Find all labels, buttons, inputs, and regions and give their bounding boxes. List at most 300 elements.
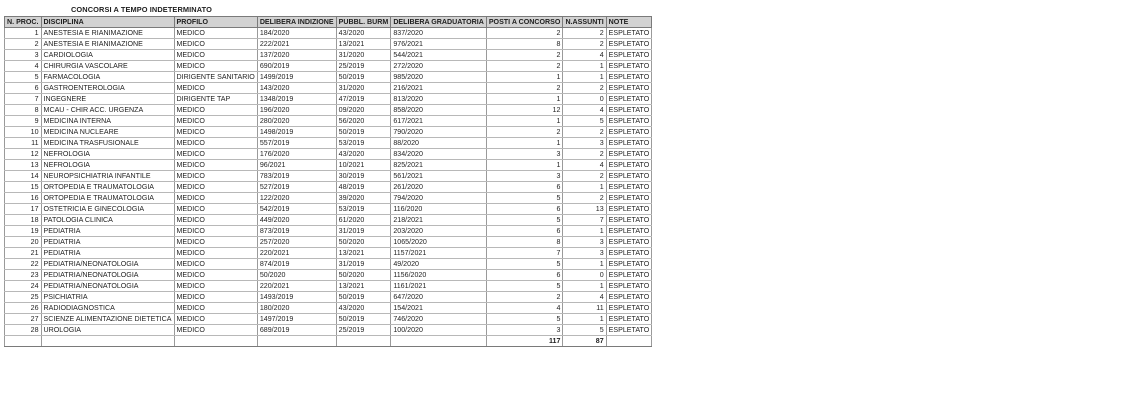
table-row [5,94,652,105]
delibera-indizione-cell[interactable]: 1497/2019 [257,314,336,325]
assunti-cell[interactable]: 4 [563,160,606,171]
delibera-indizione-cell[interactable]: 449/2020 [257,215,336,226]
header-row [5,17,652,28]
profilo-cell[interactable]: MEDICO [174,105,257,116]
delibera-graduatoria-cell[interactable]: 790/2020 [391,127,487,138]
header-profilo[interactable]: PROFILO [174,17,257,28]
delibera-indizione-cell[interactable]: 184/2020 [257,28,336,39]
profilo-cell[interactable]: MEDICO [174,28,257,39]
profilo-cell[interactable]: MEDICO [174,292,257,303]
table-row [5,259,652,270]
delibera-graduatoria-cell[interactable]: 813/2020 [391,94,487,105]
profilo-cell[interactable]: MEDICO [174,259,257,270]
pubbl-burm-cell[interactable]: 53/2019 [336,138,391,149]
delibera-indizione-cell[interactable]: 220/2021 [257,248,336,259]
profilo-cell[interactable]: MEDICO [174,39,257,50]
note-cell[interactable]: ESPLETATO [606,105,652,116]
disciplina-cell[interactable]: PSICHIATRIA [41,292,174,303]
pubbl-burm-cell[interactable]: 31/2020 [336,83,391,94]
pubbl-burm-cell[interactable]: 39/2020 [336,193,391,204]
n-proc-cell[interactable]: 10 [5,127,42,138]
disciplina-cell[interactable]: PEDIATRIA/NEONATOLOGIA [41,270,174,281]
delibera-graduatoria-cell[interactable]: 561/2021 [391,171,487,182]
n-proc-cell[interactable]: 21 [5,248,42,259]
note-cell[interactable]: ESPLETATO [606,127,652,138]
posti-cell[interactable]: 1 [486,160,563,171]
delibera-indizione-cell[interactable]: 783/2019 [257,171,336,182]
disciplina-cell[interactable]: NEFROLOGIA [41,149,174,160]
header-n-assunti[interactable]: N.ASSUNTI [563,17,606,28]
disciplina-cell[interactable]: MEDICINA NUCLEARE [41,127,174,138]
assunti-cell[interactable]: 2 [563,39,606,50]
delibera-indizione-cell[interactable]: 220/2021 [257,281,336,292]
totals-empty-cell[interactable] [606,336,652,347]
profilo-cell[interactable]: MEDICO [174,138,257,149]
delibera-graduatoria-cell[interactable]: 116/2020 [391,204,487,215]
note-cell[interactable]: ESPLETATO [606,248,652,259]
delibera-graduatoria-cell[interactable]: 647/2020 [391,292,487,303]
totals-empty-cell[interactable] [5,336,42,347]
delibera-indizione-cell[interactable]: 1499/2019 [257,72,336,83]
note-cell[interactable]: ESPLETATO [606,50,652,61]
delibera-indizione-cell[interactable]: 1498/2019 [257,127,336,138]
disciplina-cell[interactable]: SCIENZE ALIMENTAZIONE DIETETICA [41,314,174,325]
note-cell[interactable]: ESPLETATO [606,259,652,270]
disciplina-cell[interactable]: PEDIATRIA [41,248,174,259]
note-cell[interactable]: ESPLETATO [606,270,652,281]
n-proc-cell[interactable]: 1 [5,28,42,39]
totals-empty-cell[interactable] [336,336,391,347]
table-row [5,138,652,149]
assunti-cell[interactable]: 2 [563,193,606,204]
profilo-cell[interactable]: MEDICO [174,149,257,160]
n-proc-cell[interactable]: 26 [5,303,42,314]
disciplina-cell[interactable]: MEDICINA TRASFUSIONALE [41,138,174,149]
posti-cell[interactable]: 1 [486,94,563,105]
sheet-title: CONCORSI A TEMPO INDETERMINATO [71,5,212,14]
assunti-cell[interactable]: 2 [563,83,606,94]
pubbl-burm-cell[interactable]: 31/2020 [336,50,391,61]
table-row [5,248,652,259]
profilo-cell[interactable]: MEDICO [174,204,257,215]
header-delibera-graduatoria[interactable]: DELIBERA GRADUATORIA [391,17,487,28]
profilo-cell[interactable]: MEDICO [174,325,257,336]
profilo-cell[interactable]: MEDICO [174,281,257,292]
disciplina-cell[interactable]: ANESTESIA E RIANIMAZIONE [41,39,174,50]
header-posti-a-concorso[interactable]: POSTI A CONCORSO [486,17,563,28]
posti-cell[interactable]: 2 [486,83,563,94]
table-row [5,61,652,72]
profilo-cell[interactable]: MEDICO [174,61,257,72]
profilo-cell[interactable]: MEDICO [174,83,257,94]
concorsi-table [4,16,652,347]
table-row [5,149,652,160]
assunti-cell[interactable]: 2 [563,28,606,39]
disciplina-cell[interactable]: RADIODIAGNOSTICA [41,303,174,314]
delibera-indizione-cell[interactable]: 873/2019 [257,226,336,237]
posti-cell[interactable]: 2 [486,50,563,61]
posti-cell[interactable]: 8 [486,39,563,50]
assunti-cell[interactable]: 2 [563,171,606,182]
note-cell[interactable]: ESPLETATO [606,72,652,83]
delibera-graduatoria-cell[interactable]: 1065/2020 [391,237,487,248]
table-row [5,72,652,83]
delibera-indizione-cell[interactable]: 874/2019 [257,259,336,270]
posti-cell[interactable]: 5 [486,259,563,270]
delibera-indizione-cell[interactable]: 689/2019 [257,325,336,336]
totals-empty-cell[interactable] [41,336,174,347]
note-cell[interactable]: ESPLETATO [606,325,652,336]
disciplina-cell[interactable]: NEUROPSICHIATRIA INFANTILE [41,171,174,182]
note-cell[interactable]: ESPLETATO [606,303,652,314]
n-proc-cell[interactable]: 5 [5,72,42,83]
delibera-indizione-cell[interactable]: 257/2020 [257,237,336,248]
assunti-cell[interactable]: 7 [563,215,606,226]
total-assunti-cell[interactable]: 87 [563,336,606,347]
pubbl-burm-cell[interactable]: 50/2019 [336,72,391,83]
delibera-indizione-cell[interactable]: 122/2020 [257,193,336,204]
delibera-indizione-cell[interactable]: 222/2021 [257,39,336,50]
n-proc-cell[interactable]: 3 [5,50,42,61]
disciplina-cell[interactable]: NEFROLOGIA [41,160,174,171]
assunti-cell[interactable]: 3 [563,248,606,259]
note-cell[interactable]: ESPLETATO [606,215,652,226]
profilo-cell[interactable]: MEDICO [174,226,257,237]
posti-cell[interactable]: 5 [486,314,563,325]
table-row [5,292,652,303]
table-row [5,105,652,116]
table-row [5,314,652,325]
note-cell[interactable]: ESPLETATO [606,193,652,204]
n-proc-cell[interactable]: 4 [5,61,42,72]
pubbl-burm-cell[interactable]: 25/2019 [336,325,391,336]
totals-empty-cell[interactable] [257,336,336,347]
delibera-indizione-cell[interactable]: 143/2020 [257,83,336,94]
disciplina-cell[interactable]: ORTOPEDIA E TRAUMATOLOGIA [41,182,174,193]
note-cell[interactable]: ESPLETATO [606,116,652,127]
pubbl-burm-cell[interactable]: 47/2019 [336,94,391,105]
delibera-graduatoria-cell[interactable]: 617/2021 [391,116,487,127]
assunti-cell[interactable]: 4 [563,292,606,303]
disciplina-cell[interactable]: CHIRURGIA VASCOLARE [41,61,174,72]
disciplina-cell[interactable]: PEDIATRIA [41,237,174,248]
disciplina-cell[interactable]: OSTETRICIA E GINECOLOGIA [41,204,174,215]
assunti-cell[interactable]: 0 [563,94,606,105]
delibera-graduatoria-cell[interactable]: 1156/2020 [391,270,487,281]
posti-cell[interactable]: 1 [486,72,563,83]
disciplina-cell[interactable]: INGEGNERE [41,94,174,105]
pubbl-burm-cell[interactable]: 43/2020 [336,303,391,314]
n-proc-cell[interactable]: 12 [5,149,42,160]
n-proc-cell[interactable]: 18 [5,215,42,226]
pubbl-burm-cell[interactable]: 50/2019 [336,314,391,325]
note-cell[interactable]: ESPLETATO [606,292,652,303]
note-cell[interactable]: ESPLETATO [606,314,652,325]
assunti-cell[interactable]: 13 [563,204,606,215]
assunti-cell[interactable]: 1 [563,72,606,83]
pubbl-burm-cell[interactable]: 13/2021 [336,281,391,292]
pubbl-burm-cell[interactable]: 31/2019 [336,226,391,237]
delibera-indizione-cell[interactable]: 180/2020 [257,303,336,314]
pubbl-burm-cell[interactable]: 50/2020 [336,270,391,281]
delibera-graduatoria-cell[interactable]: 858/2020 [391,105,487,116]
assunti-cell[interactable]: 5 [563,116,606,127]
disciplina-cell[interactable]: PEDIATRIA [41,226,174,237]
pubbl-burm-cell[interactable]: 25/2019 [336,61,391,72]
disciplina-cell[interactable]: UROLOGIA [41,325,174,336]
assunti-cell[interactable]: 1 [563,226,606,237]
table-row [5,160,652,171]
posti-cell[interactable]: 3 [486,325,563,336]
delibera-indizione-cell[interactable]: 527/2019 [257,182,336,193]
pubbl-burm-cell[interactable]: 50/2019 [336,292,391,303]
posti-cell[interactable]: 6 [486,226,563,237]
posti-cell[interactable]: 2 [486,61,563,72]
note-cell[interactable]: ESPLETATO [606,237,652,248]
pubbl-burm-cell[interactable]: 50/2019 [336,127,391,138]
n-proc-cell[interactable]: 19 [5,226,42,237]
table-row [5,83,652,94]
n-proc-cell[interactable]: 7 [5,94,42,105]
note-cell[interactable]: ESPLETATO [606,171,652,182]
table-row [5,50,652,61]
delibera-graduatoria-cell[interactable]: 203/2020 [391,226,487,237]
header-note[interactable]: NOTE [606,17,652,28]
delibera-graduatoria-cell[interactable]: 837/2020 [391,28,487,39]
note-cell[interactable]: ESPLETATO [606,138,652,149]
assunti-cell[interactable]: 1 [563,61,606,72]
posti-cell[interactable]: 3 [486,149,563,160]
delibera-graduatoria-cell[interactable]: 218/2021 [391,215,487,226]
note-cell[interactable]: ESPLETATO [606,226,652,237]
posti-cell[interactable]: 6 [486,182,563,193]
n-proc-cell[interactable]: 25 [5,292,42,303]
n-proc-cell[interactable]: 9 [5,116,42,127]
table-row [5,39,652,50]
disciplina-cell[interactable]: FARMACOLOGIA [41,72,174,83]
delibera-graduatoria-cell[interactable]: 746/2020 [391,314,487,325]
table-row [5,193,652,204]
table-row [5,171,652,182]
profilo-cell[interactable]: MEDICO [174,160,257,171]
table-row [5,281,652,292]
profilo-cell[interactable]: DIRIGENTE SANITARIO [174,72,257,83]
table-row [5,226,652,237]
pubbl-burm-cell[interactable]: 10/2021 [336,160,391,171]
assunti-cell[interactable]: 11 [563,303,606,314]
profilo-cell[interactable]: MEDICO [174,193,257,204]
delibera-indizione-cell[interactable]: 542/2019 [257,204,336,215]
disciplina-cell[interactable]: CARDIOLOGIA [41,50,174,61]
header-delibera-indizione[interactable]: DELIBERA INDIZIONE [257,17,336,28]
delibera-graduatoria-cell[interactable]: 976/2021 [391,39,487,50]
posti-cell[interactable]: 3 [486,171,563,182]
posti-cell[interactable]: 6 [486,204,563,215]
assunti-cell[interactable]: 4 [563,50,606,61]
n-proc-cell[interactable]: 2 [5,39,42,50]
assunti-cell[interactable]: 3 [563,237,606,248]
note-cell[interactable]: ESPLETATO [606,160,652,171]
table-row [5,127,652,138]
pubbl-burm-cell[interactable]: 53/2019 [336,204,391,215]
delibera-indizione-cell[interactable]: 96/2021 [257,160,336,171]
delibera-graduatoria-cell[interactable]: 1157/2021 [391,248,487,259]
posti-cell[interactable]: 1 [486,138,563,149]
profilo-cell[interactable]: MEDICO [174,237,257,248]
profilo-cell[interactable]: MEDICO [174,116,257,127]
delibera-indizione-cell[interactable]: 1493/2019 [257,292,336,303]
posti-cell[interactable]: 8 [486,237,563,248]
n-proc-cell[interactable]: 20 [5,237,42,248]
delibera-graduatoria-cell[interactable]: 88/2020 [391,138,487,149]
table-row [5,325,652,336]
n-proc-cell[interactable]: 13 [5,160,42,171]
pubbl-burm-cell[interactable]: 43/2020 [336,28,391,39]
profilo-cell[interactable]: MEDICO [174,303,257,314]
assunti-cell[interactable]: 4 [563,105,606,116]
posti-cell[interactable]: 2 [486,127,563,138]
disciplina-cell[interactable]: ORTOPEDIA E TRAUMATOLOGIA [41,193,174,204]
delibera-graduatoria-cell[interactable]: 49/2020 [391,259,487,270]
delibera-indizione-cell[interactable]: 557/2019 [257,138,336,149]
posti-cell[interactable]: 5 [486,215,563,226]
delibera-graduatoria-cell[interactable]: 1161/2021 [391,281,487,292]
assunti-cell[interactable]: 0 [563,270,606,281]
profilo-cell[interactable]: MEDICO [174,270,257,281]
n-proc-cell[interactable]: 8 [5,105,42,116]
profilo-cell[interactable]: MEDICO [174,171,257,182]
profilo-cell[interactable]: MEDICO [174,248,257,259]
note-cell[interactable]: ESPLETATO [606,83,652,94]
note-cell[interactable]: ESPLETATO [606,28,652,39]
posti-cell[interactable]: 4 [486,303,563,314]
disciplina-cell[interactable]: ANESTESIA E RIANIMAZIONE [41,28,174,39]
pubbl-burm-cell[interactable]: 09/2020 [336,105,391,116]
table-row [5,28,652,39]
pubbl-burm-cell[interactable]: 30/2019 [336,171,391,182]
delibera-graduatoria-cell[interactable]: 154/2021 [391,303,487,314]
profilo-cell[interactable]: DIRIGENTE TAP [174,94,257,105]
disciplina-cell[interactable]: PEDIATRIA/NEONATOLOGIA [41,259,174,270]
n-proc-cell[interactable]: 27 [5,314,42,325]
header-pubbl-burm[interactable]: PUBBL. BURM [336,17,391,28]
note-cell[interactable]: ESPLETATO [606,281,652,292]
n-proc-cell[interactable]: 28 [5,325,42,336]
disciplina-cell[interactable]: PEDIATRIA/NEONATOLOGIA [41,281,174,292]
delibera-graduatoria-cell[interactable]: 834/2020 [391,149,487,160]
pubbl-burm-cell[interactable]: 31/2019 [336,259,391,270]
total-posti-cell[interactable]: 117 [486,336,563,347]
posti-cell[interactable]: 12 [486,105,563,116]
disciplina-cell[interactable]: PATOLOGIA CLINICA [41,215,174,226]
table-row [5,215,652,226]
delibera-indizione-cell[interactable]: 690/2019 [257,61,336,72]
pubbl-burm-cell[interactable]: 48/2019 [336,182,391,193]
n-proc-cell[interactable]: 14 [5,171,42,182]
assunti-cell[interactable]: 2 [563,149,606,160]
delibera-indizione-cell[interactable]: 137/2020 [257,50,336,61]
delibera-indizione-cell[interactable]: 196/2020 [257,105,336,116]
posti-cell[interactable]: 7 [486,248,563,259]
assunti-cell[interactable]: 1 [563,259,606,270]
disciplina-cell[interactable]: MCAU - CHIR ACC. URGENZA [41,105,174,116]
note-cell[interactable]: ESPLETATO [606,94,652,105]
pubbl-burm-cell[interactable]: 56/2020 [336,116,391,127]
pubbl-burm-cell[interactable]: 61/2020 [336,215,391,226]
header-n-proc[interactable]: N. PROC. [5,17,42,28]
table-row [5,303,652,314]
profilo-cell[interactable]: MEDICO [174,182,257,193]
profilo-cell[interactable]: MEDICO [174,127,257,138]
assunti-cell[interactable]: 2 [563,127,606,138]
delibera-graduatoria-cell[interactable]: 272/2020 [391,61,487,72]
note-cell[interactable]: ESPLETATO [606,182,652,193]
table-body [5,28,652,336]
note-cell[interactable]: ESPLETATO [606,204,652,215]
assunti-cell[interactable]: 5 [563,325,606,336]
disciplina-cell[interactable]: GASTROENTEROLOGIA [41,83,174,94]
posti-cell[interactable]: 2 [486,292,563,303]
n-proc-cell[interactable]: 22 [5,259,42,270]
disciplina-cell[interactable]: MEDICINA INTERNA [41,116,174,127]
profilo-cell[interactable]: MEDICO [174,50,257,61]
n-proc-cell[interactable]: 15 [5,182,42,193]
delibera-indizione-cell[interactable]: 50/2020 [257,270,336,281]
assunti-cell[interactable]: 1 [563,281,606,292]
n-proc-cell[interactable]: 23 [5,270,42,281]
pubbl-burm-cell[interactable]: 50/2020 [336,237,391,248]
delibera-graduatoria-cell[interactable]: 216/2021 [391,83,487,94]
profilo-cell[interactable]: MEDICO [174,215,257,226]
n-proc-cell[interactable]: 24 [5,281,42,292]
posti-cell[interactable]: 5 [486,193,563,204]
delibera-graduatoria-cell[interactable]: 100/2020 [391,325,487,336]
note-cell[interactable]: ESPLETATO [606,61,652,72]
table-row [5,204,652,215]
n-proc-cell[interactable]: 6 [5,83,42,94]
posti-cell[interactable]: 6 [486,270,563,281]
assunti-cell[interactable]: 1 [563,314,606,325]
posti-cell[interactable]: 1 [486,116,563,127]
delibera-graduatoria-cell[interactable]: 794/2020 [391,193,487,204]
totals-empty-cell[interactable] [174,336,257,347]
delibera-indizione-cell[interactable]: 1348/2019 [257,94,336,105]
delibera-graduatoria-cell[interactable]: 544/2021 [391,50,487,61]
posti-cell[interactable]: 2 [486,28,563,39]
table-row [5,116,652,127]
assunti-cell[interactable]: 1 [563,182,606,193]
note-cell[interactable]: ESPLETATO [606,39,652,50]
n-proc-cell[interactable]: 17 [5,204,42,215]
delibera-graduatoria-cell[interactable]: 261/2020 [391,182,487,193]
pubbl-burm-cell[interactable]: 43/2020 [336,149,391,160]
n-proc-cell[interactable]: 16 [5,193,42,204]
n-proc-cell[interactable]: 11 [5,138,42,149]
table-row [5,237,652,248]
profilo-cell[interactable]: MEDICO [174,314,257,325]
note-cell[interactable]: ESPLETATO [606,149,652,160]
header-disciplina[interactable]: DISCIPLINA [41,17,174,28]
pubbl-burm-cell[interactable]: 13/2021 [336,248,391,259]
delibera-graduatoria-cell[interactable]: 985/2020 [391,72,487,83]
posti-cell[interactable]: 5 [486,281,563,292]
delibera-indizione-cell[interactable]: 280/2020 [257,116,336,127]
assunti-cell[interactable]: 3 [563,138,606,149]
delibera-indizione-cell[interactable]: 176/2020 [257,149,336,160]
delibera-graduatoria-cell[interactable]: 825/2021 [391,160,487,171]
totals-empty-cell[interactable] [391,336,487,347]
pubbl-burm-cell[interactable]: 13/2021 [336,39,391,50]
